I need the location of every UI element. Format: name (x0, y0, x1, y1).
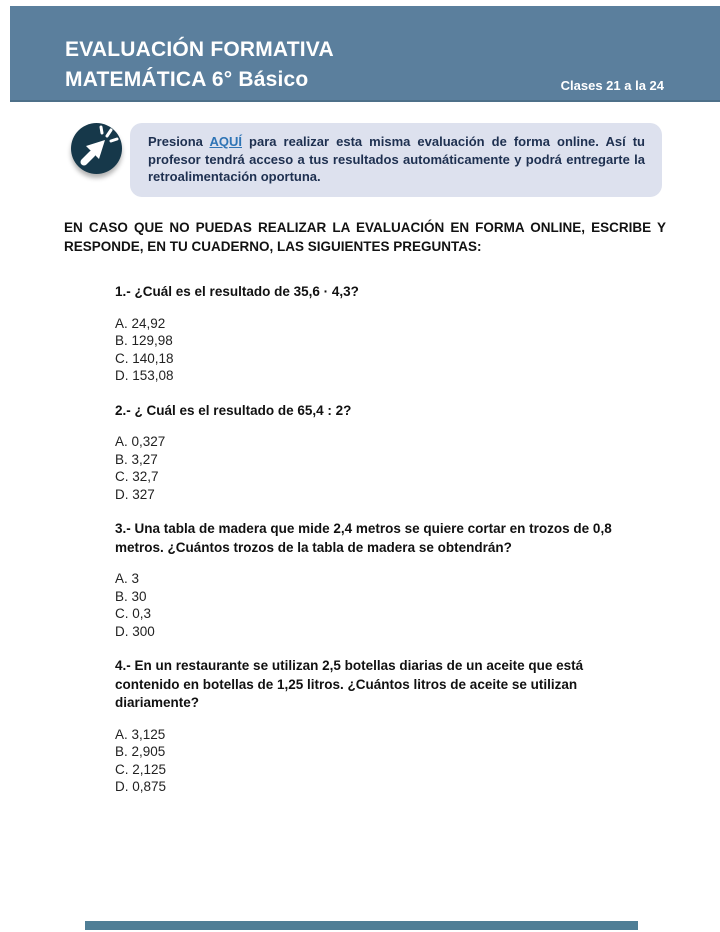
online-notice-text (148, 133, 645, 186)
question-1-options (115, 315, 620, 385)
question-3 (115, 520, 620, 640)
question-1-number: 1.- (115, 284, 131, 299)
notice-text-after: para realizar esta misma evaluación de forma online. Así tu profesor tendrá acceso a tus resultados automáticamente y podrá entregarte la retroalimentación oportuna. (148, 134, 645, 184)
online-notice-box (130, 123, 662, 197)
option-item: A. 0,327 (115, 434, 166, 449)
questions-list (115, 283, 620, 813)
question-2-body: ¿ Cuál es el resultado de 65,4 : 2? (134, 402, 352, 418)
cursor-click-icon (71, 123, 122, 174)
option-item: C. 2,125 (115, 761, 167, 777)
question-3-body: Una tabla de madera que mide 2,4 metros se quiere cortar en trozos de 0,8 metros. ¿Cuántos trozos de la tabla de madera se obtendrán? (115, 521, 612, 555)
option-item: B. 30 (115, 588, 147, 604)
question-1-text (115, 283, 620, 302)
option-item: C. 32,7 (115, 469, 159, 484)
page-title-line2: MATEMÁTICA 6° Básico (65, 68, 309, 91)
option-item: C. 0,3 (115, 606, 152, 621)
question-2 (115, 402, 620, 504)
question-1 (115, 283, 620, 385)
question-3-text (115, 520, 620, 557)
question-2-options (115, 433, 620, 503)
option-item: D. 327 (115, 486, 155, 502)
aqui-link[interactable]: AQUÍ (209, 134, 242, 149)
question-4-options (115, 726, 620, 796)
question-4 (115, 657, 620, 796)
classes-range-label: Clases 21 a la 24 (560, 78, 664, 93)
page-title-line1: EVALUACIÓN FORMATIVA (65, 38, 334, 61)
question-4-text (115, 657, 620, 713)
question-4-body: En un restaurante se utilizan 2,5 botellas diarias de un aceite que está contenido en botellas de 1,25 litros. ¿Cuántos litros de aceite se utilizan diariamente? (115, 658, 584, 710)
question-3-number: 3.- (115, 521, 131, 536)
option-item: B. 2,905 (115, 744, 166, 759)
question-1-body: ¿Cuál es el resultado de 35,6 · 4,3? (134, 284, 359, 299)
option-item: D. 0,875 (115, 779, 167, 794)
option-item: A. 3,125 (115, 726, 166, 742)
question-3-options (115, 570, 620, 640)
question-4-number: 4.- (115, 658, 131, 673)
option-item: A. 3 (115, 571, 140, 586)
question-2-text (115, 402, 620, 421)
option-item: B. 129,98 (115, 333, 173, 348)
option-item: D. 300 (115, 623, 155, 639)
header-band (10, 6, 720, 102)
offline-instruction-text: EN CASO QUE NO PUEDAS REALIZAR LA EVALUACIÓN EN FORMA ONLINE, ESCRIBE Y RESPONDE, EN TU CUADERNO, LAS SIGUIENTES PREGUNTAS: (64, 220, 666, 254)
option-item: A. 24,92 (115, 315, 166, 331)
option-item: B. 3,27 (115, 451, 158, 467)
option-item: C. 140,18 (115, 350, 174, 366)
notice-text-before: Presiona (148, 134, 210, 149)
question-2-number: 2.- (115, 402, 131, 418)
option-item: D. 153,08 (115, 368, 174, 383)
footer-bar (85, 921, 638, 930)
